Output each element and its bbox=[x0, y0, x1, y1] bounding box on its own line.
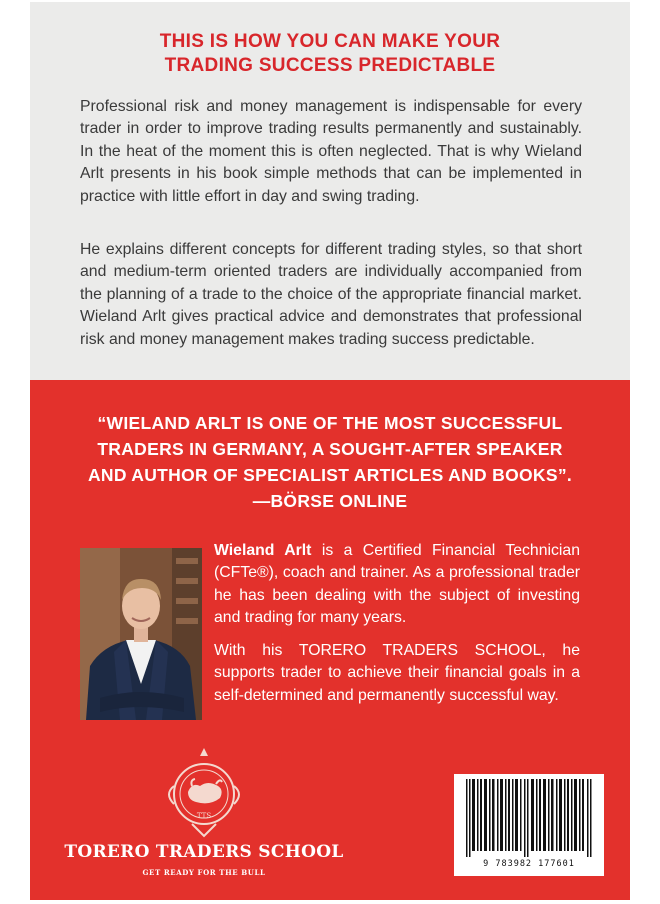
school-name: TORERO TRADERS SCHOOL bbox=[64, 842, 344, 862]
school-tagline: GET READY FOR THE BULL bbox=[142, 868, 266, 877]
author-bio-1 bbox=[214, 540, 580, 630]
body-paragraph-1: Professional risk and money management is indispensable for every trader in order to improve trading results permanently and sustainably. In the heat of the moment this is often neglected. That is why Wieland Arlt presents in his book simple methods that can be implemented in practice with little effort in day and swing trading. bbox=[80, 98, 582, 205]
book-back-cover bbox=[30, 2, 630, 900]
isbn-barcode bbox=[454, 774, 604, 876]
top-panel bbox=[30, 2, 630, 380]
seal-text: TTS bbox=[196, 812, 212, 820]
quote-line-2: TRADERS IN GERMANY, A SOUGHT-AFTER SPEAKER bbox=[97, 439, 563, 459]
quote-attribution: —BÖRSE ONLINE bbox=[252, 491, 408, 511]
author-name: Wieland Arlt bbox=[214, 542, 312, 559]
isbn-number: 9 783982 177601 bbox=[483, 859, 575, 869]
press-quote bbox=[30, 410, 630, 514]
author-bio-1-text: is a Certified Financial Technician (CFTe®), coach and trainer. As a professional trader he has been dealing with the subject of investing and trading for many years. bbox=[214, 542, 580, 627]
quote-line-3: AND AUTHOR OF SPECIALIST ARTICLES AND BOOKS”. bbox=[87, 465, 573, 485]
school-seal-logo bbox=[162, 746, 246, 842]
author-bio-2: With his TORERO TRADERS SCHOOL, he supports trader to achieve their financial goals in a self-determined and permanently successful way. bbox=[214, 642, 580, 704]
headline-line-1: THIS IS HOW YOU CAN MAKE YOUR bbox=[159, 31, 501, 52]
quote-line-1: “WIELAND ARLT IS ONE OF THE MOST SUCCESSFUL bbox=[97, 413, 563, 433]
headline bbox=[30, 30, 630, 78]
body-paragraph-2: He explains different concepts for different trading styles, so that short and medium-term oriented traders are individually accompanied from the planning of a trade to the choice of the appropriate financial market. Wieland Arlt gives practical advice and demonstrates that professional risk and money management makes trading success predictable. bbox=[80, 241, 582, 348]
headline-line-2: TRADING SUCCESS PREDICTABLE bbox=[164, 55, 496, 76]
barcode-bars bbox=[464, 779, 594, 857]
author-photo bbox=[80, 548, 202, 720]
